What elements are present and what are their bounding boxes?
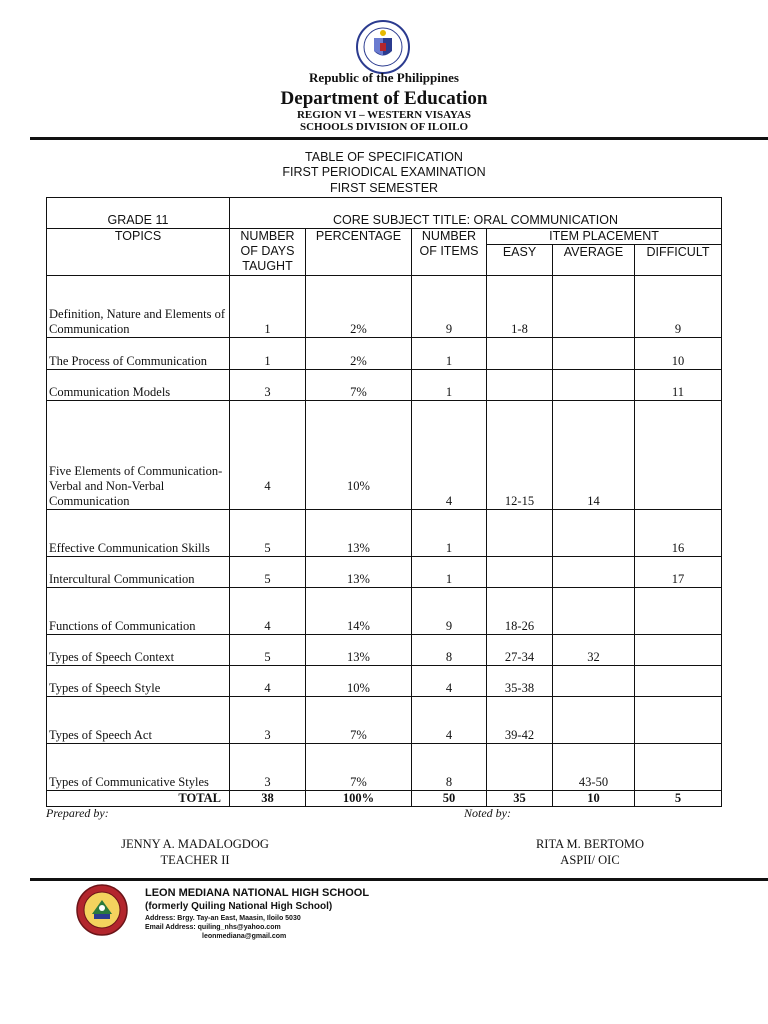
- easy-cell: 18-26: [487, 588, 553, 635]
- table-row: [47, 401, 722, 510]
- days-cell: 5: [230, 635, 306, 666]
- school-name: LEON MEDIANA NATIONAL HIGH SCHOOL: [145, 887, 370, 899]
- division-heading: SCHOOLS DIVISION OF ILOILO: [300, 121, 468, 133]
- days-cell: 5: [230, 557, 306, 588]
- items-cell: 1: [412, 338, 487, 370]
- total-percentage: 100%: [306, 791, 412, 807]
- topic-cell: Types of Speech Act: [47, 697, 230, 744]
- difficult-cell: [635, 635, 722, 666]
- topic-cell: Definition, Nature and Elements of Communication: [47, 276, 230, 338]
- items-cell: 1: [412, 370, 487, 401]
- difficult-cell: 10: [635, 338, 722, 370]
- total-difficult: 5: [635, 791, 722, 807]
- average-cell: [553, 697, 635, 744]
- school-email-alt: leonmediana@gmail.com: [202, 933, 287, 940]
- easy-cell: [487, 510, 553, 557]
- percentage-cell: 2%: [306, 338, 412, 370]
- preparer-signature-block: [100, 836, 290, 868]
- average-cell: [553, 666, 635, 697]
- percentage-cell: 10%: [306, 666, 412, 697]
- difficult-cell: 9: [635, 276, 722, 338]
- topic-cell: Five Elements of Communication- Verbal and Non-Verbal Communication: [47, 401, 230, 510]
- table-header-row: [47, 198, 722, 229]
- items-cell: 4: [412, 697, 487, 744]
- difficult-cell: [635, 588, 722, 635]
- table-row: [47, 510, 722, 557]
- table-row: [47, 635, 722, 666]
- preparer-title: TEACHER II: [160, 853, 230, 867]
- items-cell: 4: [412, 401, 487, 510]
- item-placement-header: ITEM PLACEMENT: [487, 229, 722, 245]
- items-cell: 1: [412, 557, 487, 588]
- topic-cell: Types of Communicative Styles: [47, 744, 230, 791]
- average-cell: [553, 510, 635, 557]
- average-cell: [553, 557, 635, 588]
- specification-table: [46, 197, 722, 807]
- easy-header: EASY: [487, 245, 553, 276]
- items-header: NUMBER OF ITEMS: [412, 229, 487, 276]
- average-cell: [553, 370, 635, 401]
- semester-title: FIRST SEMESTER: [329, 181, 439, 195]
- noter-name: RITA M. BERTOMO: [535, 837, 645, 851]
- percentage-cell: 7%: [306, 370, 412, 401]
- difficult-cell: [635, 401, 722, 510]
- easy-cell: 39-42: [487, 697, 553, 744]
- average-cell: 43-50: [553, 744, 635, 791]
- days-cell: 3: [230, 744, 306, 791]
- preparer-name: JENNY A. MADALOGDOG: [121, 837, 269, 851]
- percentage-cell: 13%: [306, 635, 412, 666]
- easy-cell: [487, 557, 553, 588]
- school-address: Address: Brgy. Tay-an East, Maasin, Iloilo 5030: [145, 915, 301, 922]
- table-row: [47, 276, 722, 338]
- difficult-cell: [635, 697, 722, 744]
- average-header: AVERAGE: [553, 245, 635, 276]
- topic-cell: Types of Speech Context: [47, 635, 230, 666]
- noter-signature-block: [490, 836, 690, 868]
- items-cell: 8: [412, 635, 487, 666]
- difficult-cell: [635, 666, 722, 697]
- items-cell: 9: [412, 276, 487, 338]
- school-logo: [76, 884, 128, 936]
- topic-cell: Communication Models: [47, 370, 230, 401]
- items-cell: 4: [412, 666, 487, 697]
- topic-cell: Effective Communication Skills: [47, 510, 230, 557]
- percentage-cell: 13%: [306, 557, 412, 588]
- table-row: [47, 666, 722, 697]
- percentage-cell: 13%: [306, 510, 412, 557]
- days-cell: 4: [230, 401, 306, 510]
- noted-by-label: Noted by:: [464, 806, 511, 820]
- region-heading: REGION VI – WESTERN VISAYAS: [296, 109, 472, 121]
- republic-heading: Republic of the Philippines: [309, 70, 459, 85]
- easy-cell: 1-8: [487, 276, 553, 338]
- difficult-cell: 17: [635, 557, 722, 588]
- days-cell: 3: [230, 370, 306, 401]
- percentage-cell: 10%: [306, 401, 412, 510]
- days-cell: 5: [230, 510, 306, 557]
- items-cell: 1: [412, 510, 487, 557]
- average-cell: [553, 276, 635, 338]
- difficult-cell: 11: [635, 370, 722, 401]
- average-cell: [553, 588, 635, 635]
- difficult-cell: [635, 744, 722, 791]
- school-former-name: (formerly Quiling National High School): [145, 901, 333, 912]
- doc-title: TABLE OF SPECIFICATION: [305, 150, 463, 164]
- easy-cell: 35-38: [487, 666, 553, 697]
- easy-cell: [487, 370, 553, 401]
- table-row: [47, 588, 722, 635]
- percentage-cell: 7%: [306, 744, 412, 791]
- table-row: [47, 744, 722, 791]
- column-header-row: [47, 229, 722, 245]
- days-cell: 4: [230, 666, 306, 697]
- footer-divider: [30, 878, 768, 881]
- items-cell: 9: [412, 588, 487, 635]
- days-cell: 1: [230, 276, 306, 338]
- percentage-cell: 14%: [306, 588, 412, 635]
- total-items: 50: [412, 791, 487, 807]
- difficult-cell: 16: [635, 510, 722, 557]
- topic-cell: Types of Speech Style: [47, 666, 230, 697]
- topic-cell: The Process of Communication: [47, 338, 230, 370]
- topic-cell: Functions of Communication: [47, 588, 230, 635]
- easy-cell: 12-15: [487, 401, 553, 510]
- percentage-cell: 7%: [306, 697, 412, 744]
- total-easy: 35: [487, 791, 553, 807]
- days-cell: 1: [230, 338, 306, 370]
- days-cell: 3: [230, 697, 306, 744]
- noter-title: ASPII/ OIC: [560, 853, 620, 867]
- days-cell: 4: [230, 588, 306, 635]
- topics-header: TOPICS: [47, 229, 230, 276]
- total-row: [47, 791, 722, 807]
- days-header: NUMBER OF DAYS TAUGHT: [230, 229, 306, 276]
- items-cell: 8: [412, 744, 487, 791]
- topic-cell: Intercultural Communication: [47, 557, 230, 588]
- average-cell: [553, 338, 635, 370]
- table-row: [47, 697, 722, 744]
- table-row: [47, 370, 722, 401]
- easy-cell: [487, 338, 553, 370]
- table-row: [47, 557, 722, 588]
- percentage-header: PERCENTAGE: [306, 229, 412, 276]
- total-label: TOTAL: [47, 791, 230, 807]
- easy-cell: [487, 744, 553, 791]
- table-row: [47, 338, 722, 370]
- deped-seal-logo: [356, 20, 410, 74]
- percentage-cell: 2%: [306, 276, 412, 338]
- department-heading: Department of Education: [280, 88, 488, 109]
- difficult-header: DIFFICULT: [635, 245, 722, 276]
- header-divider: [30, 137, 768, 140]
- prepared-by-label: Prepared by:: [46, 806, 109, 820]
- easy-cell: 27-34: [487, 635, 553, 666]
- school-email: Email Address: quiling_nhs@yahoo.com: [145, 924, 281, 931]
- exam-title: FIRST PERIODICAL EXAMINATION: [282, 165, 486, 179]
- average-cell: 32: [553, 635, 635, 666]
- grade-cell: GRADE 11: [47, 198, 230, 229]
- total-days: 38: [230, 791, 306, 807]
- subject-title-cell: CORE SUBJECT TITLE: ORAL COMMUNICATION: [230, 198, 722, 229]
- total-average: 10: [553, 791, 635, 807]
- average-cell: 14: [553, 401, 635, 510]
- school-info: [145, 886, 369, 941]
